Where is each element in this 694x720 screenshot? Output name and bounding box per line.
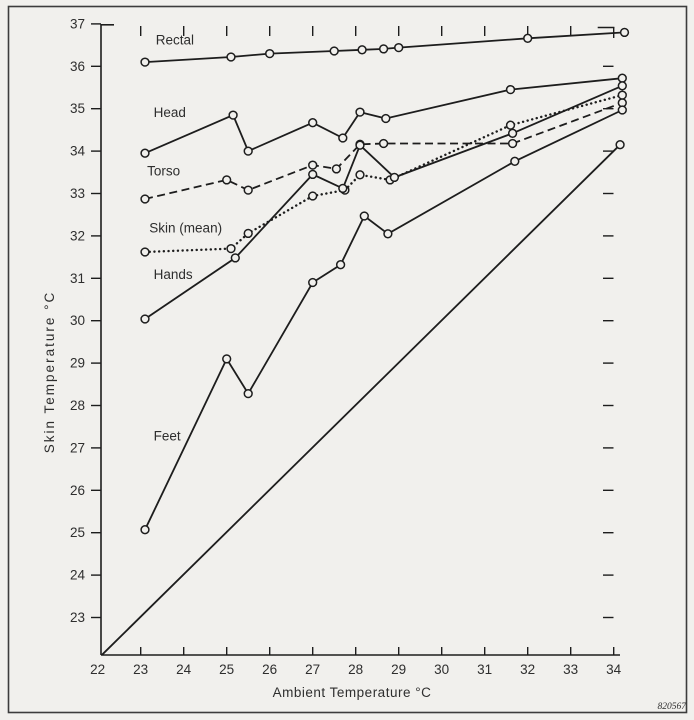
y-tick-label-32: 32: [69, 228, 85, 244]
x-tick-label-34: 34: [606, 662, 622, 677]
data-point-feet: [618, 106, 626, 114]
x-axis-title: Ambient Temperature °C: [272, 685, 432, 700]
data-point-feet: [309, 279, 317, 287]
data-point-feet: [511, 157, 519, 165]
y-tick-label-24: 24: [69, 567, 85, 583]
data-point-torso: [309, 161, 317, 169]
data-point-feet: [223, 355, 231, 363]
data-point-feet: [360, 212, 368, 220]
data-point-feet: [244, 390, 252, 398]
data-point-torso: [141, 195, 149, 203]
x-tick-label-30: 30: [434, 662, 450, 677]
data-point-hands: [356, 141, 364, 149]
series-label-head: Head: [153, 105, 186, 121]
x-tick-label-27: 27: [305, 662, 321, 677]
y-tick-label-23: 23: [69, 610, 85, 625]
data-point-head: [507, 86, 515, 94]
y-tick-label-33: 33: [69, 186, 85, 201]
y-axis-title: Skin Temperature °C: [42, 290, 57, 454]
data-point-torso: [223, 176, 231, 184]
data-point-torso: [333, 165, 341, 173]
data-point-torso: [244, 186, 252, 194]
data-point-feet: [337, 261, 345, 269]
data-point-feet: [141, 526, 149, 534]
x-tick-label-26: 26: [262, 662, 278, 677]
data-point-torso: [509, 140, 517, 148]
x-tick-label-23: 23: [133, 662, 149, 677]
y-tick-label-36: 36: [69, 58, 85, 74]
data-point-rectal: [227, 53, 235, 61]
data-point-rectal: [524, 34, 532, 42]
data-point-head: [382, 115, 390, 123]
series-label-skin-mean: Skin (mean): [149, 220, 223, 236]
data-point-rectal: [358, 46, 366, 54]
data-point-hands: [339, 185, 347, 193]
data-point-rectal: [380, 45, 388, 53]
data-point-ambient-reference: [616, 141, 624, 149]
y-tick-label-27: 27: [69, 440, 85, 456]
x-tick-label-28: 28: [348, 662, 364, 677]
y-tick-label-31: 31: [69, 270, 85, 286]
data-point-rectal: [266, 50, 274, 58]
data-point-hands: [231, 254, 239, 262]
series-label-rectal: Rectal: [155, 32, 195, 48]
y-tick-label-25: 25: [69, 525, 85, 541]
x-tick-label-24: 24: [176, 662, 192, 677]
y-tick-label-26: 26: [69, 482, 85, 498]
y-tick-label-34: 34: [69, 143, 85, 159]
series-label-feet: Feet: [153, 428, 181, 444]
data-point-hands: [141, 315, 149, 323]
data-point-head: [141, 149, 149, 157]
data-point-skin-mean: [141, 248, 149, 256]
data-point-head: [356, 108, 364, 116]
series-label-hands: Hands: [153, 267, 193, 283]
x-tick-label-31: 31: [477, 662, 493, 677]
y-tick-label-37: 37: [69, 16, 85, 32]
data-point-hands: [309, 171, 317, 179]
data-point-hands: [509, 129, 517, 137]
data-point-torso: [380, 140, 388, 148]
x-tick-label-25: 25: [219, 662, 235, 677]
data-point-head: [229, 111, 237, 119]
y-tick-label-29: 29: [69, 355, 85, 371]
data-point-skin-mean: [618, 91, 626, 99]
y-tick-label-28: 28: [69, 398, 85, 413]
data-point-skin-mean: [507, 121, 515, 129]
data-point-rectal: [395, 44, 403, 52]
figure-code: 820567: [657, 702, 686, 712]
x-tick-label-29: 29: [391, 662, 407, 677]
data-point-hands: [618, 82, 626, 90]
data-point-head: [309, 119, 317, 127]
data-point-rectal: [621, 29, 629, 37]
data-point-head: [244, 147, 252, 155]
x-tick-label-22: 22: [90, 662, 106, 677]
series-label-torso: Torso: [147, 163, 181, 179]
data-point-rectal: [141, 58, 149, 66]
data-point-head: [618, 74, 626, 82]
x-tick-label-32: 32: [520, 662, 536, 677]
data-point-skin-mean: [309, 192, 317, 200]
data-point-skin-mean: [244, 230, 252, 238]
data-point-head: [339, 134, 347, 142]
data-point-hands: [391, 174, 399, 182]
data-point-skin-mean: [227, 245, 235, 253]
y-tick-label-30: 30: [69, 313, 85, 329]
y-tick-label-35: 35: [69, 101, 85, 117]
data-point-rectal: [330, 47, 338, 55]
data-point-skin-mean: [356, 171, 364, 179]
x-tick-label-33: 33: [563, 662, 579, 677]
data-point-feet: [384, 230, 392, 238]
